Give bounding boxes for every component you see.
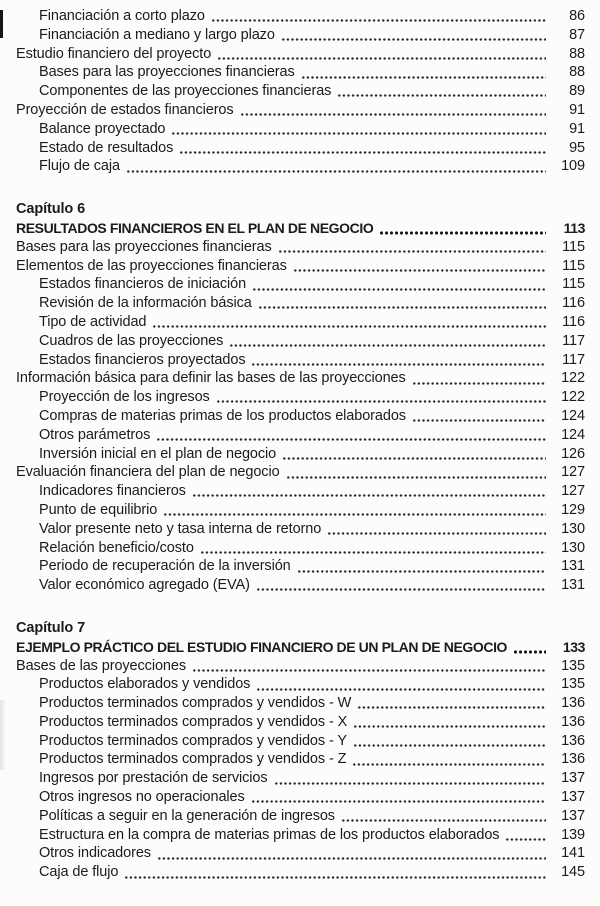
toc-entry: [0, 482, 585, 501]
toc-entry: [0, 238, 585, 257]
toc-entry: [0, 844, 585, 863]
toc-entry-label: Valor presente neto y tasa interna de retorno: [39, 520, 322, 537]
toc-entry-page-number: 91: [569, 120, 585, 137]
toc-entry: [0, 501, 585, 520]
toc-entry-page-number: 122: [561, 370, 585, 387]
toc-entry: [0, 750, 585, 769]
toc-entry-label: Información básica para definir las bases de las proyecciones: [16, 370, 406, 387]
toc-entry-label: Inversión inicial en el plan de negocio: [39, 445, 277, 462]
toc-entry: [0, 26, 585, 45]
toc-entry-label: Tipo de actividad: [39, 313, 147, 330]
chapter-heading: Capítulo 6: [16, 201, 86, 218]
dot-leader: [192, 669, 546, 672]
toc-entry-page-number: 109: [561, 158, 585, 175]
toc-entry-label: Caja de flujo: [39, 864, 119, 881]
dot-leader: [297, 570, 546, 573]
toc-entry-page-number: 136: [561, 732, 585, 749]
toc-entry-label: Productos terminados comprados y vendidos - W: [39, 695, 352, 712]
dot-leader: [152, 325, 546, 328]
dot-leader: [251, 800, 546, 803]
dot-leader: [256, 588, 546, 591]
toc-entry-page-number: 129: [561, 501, 585, 518]
toc-entry-page-number: 88: [569, 64, 585, 81]
toc-entry-label: Estados financieros de iniciación: [39, 276, 247, 293]
toc-entry-page-number: 95: [569, 139, 585, 156]
toc-entry-label: Estudio financiero del proyecto: [16, 45, 212, 62]
toc-entry: [0, 407, 585, 426]
toc-entry: [0, 351, 585, 370]
toc-entry: [0, 788, 585, 807]
toc-entry-page-number: 87: [569, 26, 585, 43]
dot-leader: [341, 819, 546, 822]
toc-entry: [0, 7, 585, 26]
toc-entry-page-number: 115: [562, 238, 585, 255]
toc-entry-page-number: 136: [561, 695, 585, 712]
toc-entry: [0, 675, 585, 694]
dot-leader: [301, 76, 546, 79]
dot-leader: [240, 113, 546, 116]
toc-entry: [0, 463, 585, 482]
toc-entry: [0, 539, 585, 558]
dot-leader: [282, 457, 546, 460]
toc-entry-page-number: 139: [561, 826, 585, 843]
toc-entry-page-number: 137: [561, 807, 585, 824]
dot-leader: [217, 57, 546, 60]
toc-entry-page-number: 86: [569, 8, 585, 24]
dot-leader: [163, 513, 546, 516]
toc-entry-label: Bases para las proyecciones financieras: [39, 64, 295, 81]
chapter-title-entry: [0, 638, 585, 657]
toc-entry: [0, 388, 585, 407]
toc-entry-label: Financiación a corto plazo: [39, 8, 205, 24]
toc-entry: [0, 101, 585, 120]
toc-entry-page-number: 113: [563, 219, 585, 236]
dot-leader: [327, 532, 546, 535]
toc-entry: [0, 82, 585, 101]
toc-entry: [0, 275, 585, 294]
toc-entry-label: Valor económico agregado (EVA): [39, 577, 250, 594]
dot-leader: [252, 288, 546, 291]
toc-entry-label: Otros ingresos no operacionales: [39, 789, 245, 806]
dot-leader: [179, 151, 546, 154]
toc-entry-label: Proyección de estados financieros: [16, 101, 234, 118]
toc-entry-page-number: 135: [561, 676, 585, 693]
toc-entry: [0, 713, 585, 732]
toc-entry-page-number: 127: [561, 464, 585, 481]
toc-entry: [0, 520, 585, 539]
dot-leader: [357, 706, 546, 709]
toc-entry: [0, 576, 585, 595]
dot-leader: [124, 876, 546, 879]
toc-entry-label: Productos terminados comprados y vendidos - Y: [39, 732, 347, 749]
toc-entry-page-number: 131: [561, 558, 585, 575]
toc-entry: [0, 332, 585, 351]
toc-entry-label: Cuadros de las proyecciones: [39, 332, 224, 349]
toc-entry-label: Estados financieros proyectados: [39, 351, 246, 368]
toc-entry-label: Ingresos por prestación de servicios: [39, 770, 268, 787]
toc-entry-label: Revisión de la información básica: [39, 295, 252, 312]
dot-leader: [256, 688, 546, 691]
toc-entry-page-number: 133: [562, 638, 585, 655]
toc-entry-page-number: 130: [561, 539, 585, 556]
toc-entry: [0, 369, 585, 388]
chapter-title-entry: [0, 219, 585, 238]
toc-entry-label: Elementos de las proyecciones financieras: [16, 257, 287, 274]
toc-entry-label: Compras de materias primas de los productos elaborados: [39, 407, 406, 424]
toc-entry: [0, 694, 585, 713]
toc-entry: [0, 120, 585, 139]
toc-entry-label: Políticas a seguir en la generación de ingresos: [39, 807, 335, 824]
toc-entry-page-number: 145: [561, 864, 585, 881]
toc-entry-page-number: 137: [561, 789, 585, 806]
dot-leader: [379, 231, 546, 235]
toc-entry-page-number: 141: [561, 845, 585, 862]
dot-leader: [126, 170, 546, 173]
toc-entry-page-number: 115: [562, 257, 585, 274]
toc-entry-label: Flujo de caja: [39, 158, 120, 175]
toc-entry: [0, 863, 585, 882]
toc-sections: [0, 7, 585, 882]
dot-leader: [211, 19, 546, 22]
toc-entry-label: Periodo de recuperación de la inversión: [39, 558, 291, 575]
toc-entry-page-number: 127: [561, 483, 585, 500]
toc-entry-label: Financiación a mediano y largo plazo: [39, 26, 275, 43]
toc-entry-label: EJEMPLO PRÁCTICO DEL ESTUDIO FINANCIERO DE UN PLAN DE NEGOCIO: [16, 638, 508, 655]
dot-leader: [171, 132, 546, 135]
toc-entry-page-number: 136: [561, 713, 585, 730]
toc-entry: [0, 807, 585, 826]
toc-entry-page-number: 116: [562, 313, 585, 330]
toc-entry-label: Proyección de los ingresos: [39, 389, 210, 406]
toc-entry-label: Otros indicadores: [39, 845, 151, 862]
toc-entry-label: Estado de resultados: [39, 139, 174, 156]
toc-entry-label: Punto de equilibrio: [39, 501, 158, 518]
dot-leader: [353, 725, 546, 728]
toc-entry: [0, 157, 585, 176]
toc-entry-page-number: 89: [569, 83, 585, 100]
chapter-heading: Capítulo 7: [16, 619, 86, 636]
toc-entry-label: Bases de las proyecciones: [16, 657, 186, 674]
toc-entry: [0, 63, 585, 82]
toc-entry-page-number: 136: [561, 751, 585, 768]
toc-entry-page-number: 135: [561, 657, 585, 674]
toc-entry-page-number: 88: [569, 45, 585, 62]
toc-entry-page-number: 117: [562, 351, 585, 368]
dot-leader: [200, 551, 546, 554]
toc-entry-page-number: 122: [561, 389, 585, 406]
dot-leader: [157, 857, 546, 860]
dot-leader: [192, 494, 546, 497]
dot-leader: [229, 344, 546, 347]
toc-entry-page-number: 117: [562, 332, 585, 349]
toc-entry-label: Evaluación financiera del plan de negocio: [16, 464, 280, 481]
dot-leader: [337, 94, 546, 97]
toc-entry: [0, 45, 585, 64]
dot-leader: [258, 306, 546, 309]
toc-entry-label: Componentes de las proyecciones financieras: [39, 83, 332, 100]
toc-entry: [0, 426, 585, 445]
toc-section: [0, 619, 585, 882]
dot-leader: [353, 744, 546, 747]
toc-entry-page-number: 115: [562, 276, 585, 293]
dot-leader: [293, 269, 546, 272]
toc-entry-page-number: 124: [561, 426, 585, 443]
toc-entry: [0, 826, 585, 845]
toc-entry-label: Otros parámetros: [39, 426, 151, 443]
toc-entry-page-number: 126: [561, 445, 585, 462]
toc-entry-label: Estructura en la compra de materias primas de los productos elaborados: [39, 826, 500, 843]
dot-leader: [513, 650, 546, 654]
dot-leader: [352, 763, 546, 766]
scan-edge-artifact: [0, 10, 3, 38]
toc-entry-label: Indicadores financieros: [39, 483, 186, 500]
toc-entry-label: Balance proyectado: [39, 120, 166, 137]
dot-leader: [412, 382, 546, 385]
dot-leader: [286, 476, 546, 479]
toc-entry-label: Productos terminados comprados y vendidos - X: [39, 713, 348, 730]
toc-entry: [0, 445, 585, 464]
dot-leader: [505, 838, 546, 841]
toc-entry: [0, 557, 585, 576]
dot-leader: [281, 38, 546, 41]
dot-leader: [216, 400, 546, 403]
toc-entry: [0, 732, 585, 751]
dot-leader: [251, 363, 546, 366]
dot-leader: [412, 419, 546, 422]
toc-entry: [0, 657, 585, 676]
toc-entry: [0, 294, 585, 313]
toc-entry-label: RESULTADOS FINANCIEROS EN EL PLAN DE NEGOCIO: [16, 219, 374, 236]
dot-leader: [278, 250, 546, 253]
toc-entry: [0, 769, 585, 788]
toc-entry-page-number: 124: [561, 407, 585, 424]
dot-leader: [274, 782, 546, 785]
toc-entry-page-number: 91: [569, 101, 585, 118]
toc-entry: [0, 313, 585, 332]
dot-leader: [156, 438, 546, 441]
toc-entry-label: Bases para las proyecciones financieras: [16, 238, 272, 255]
toc-section: [0, 7, 585, 176]
toc-entry-page-number: 130: [561, 520, 585, 537]
toc-entry-label: Relación beneficio/costo: [39, 539, 194, 556]
toc-entry-page-number: 137: [561, 770, 585, 787]
toc-entry-label: Productos elaborados y vendidos: [39, 676, 251, 693]
toc-entry-page-number: 116: [562, 295, 585, 312]
toc-entry-page-number: 131: [561, 577, 585, 594]
toc-entry-label: Productos terminados comprados y vendidos - Z: [39, 751, 347, 768]
toc-entry: [0, 257, 585, 276]
scan-smudge-artifact: [0, 700, 6, 770]
toc-section: [0, 200, 585, 595]
toc-entry: [0, 139, 585, 158]
